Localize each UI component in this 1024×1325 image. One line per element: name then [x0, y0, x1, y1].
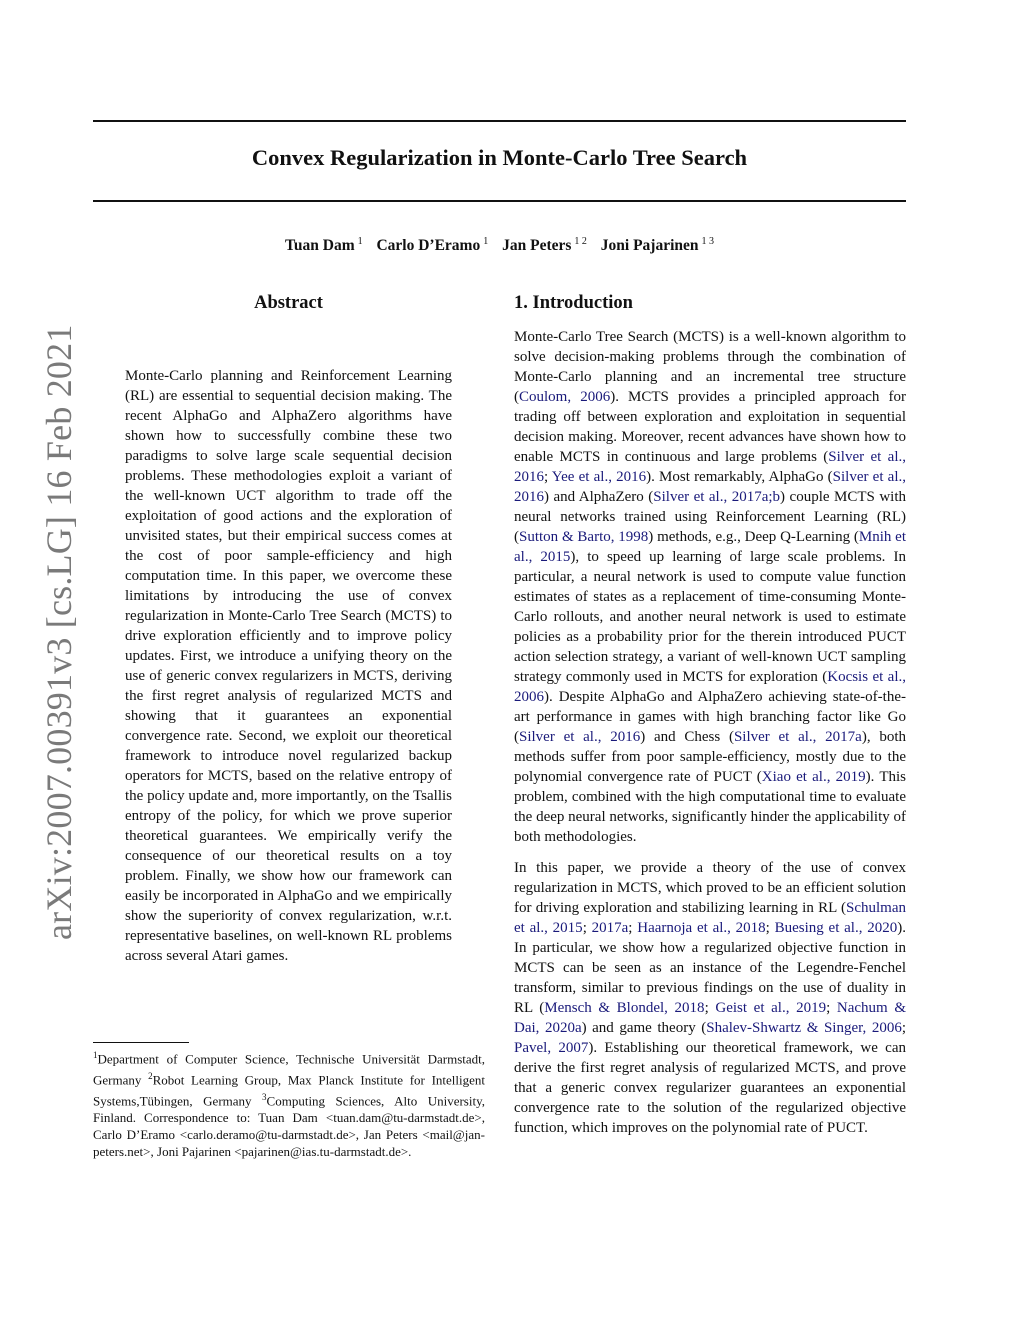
footnote-text: Robot Learning Group, Max Planck Institute for Intelligent Systems,Tübingen, Germany [93, 1072, 485, 1109]
arxiv-identifier: arXiv:2007.00391v3 [cs.LG] 16 Feb 2021 [39, 324, 79, 940]
body-text: ; [765, 920, 775, 936]
body-text: ) and Chess ( [640, 729, 734, 745]
author-list [93, 236, 906, 255]
body-text: ). Most remarkably, AlphaGo ( [646, 469, 833, 485]
body-text: ). Establishing our theoretical framework, we can derive the first regret analysis of regularized MCTS, and prove that a generic convex regularizer guarantees an exponential convergence rate to the solution of the regularized objective function, which improves on the polynomial rate of PUCT. [514, 1040, 906, 1136]
citation-link[interactable]: Shalev-Shwartz & Singer, 2006 [706, 1020, 902, 1036]
citation-link[interactable]: Sutton & Barto, 1998 [519, 529, 649, 545]
citation-link[interactable]: Pavel, 2007 [514, 1040, 589, 1056]
author-name: Tuan Dam [284, 237, 355, 255]
introduction-body [514, 327, 906, 1149]
body-text: In this paper, we provide a theory of the use of convex regularization in MCTS, which proved to be an efficient solution for driving exploration and stabilizing learning in RL ( [514, 860, 906, 916]
body-text: Monte-Carlo Tree Search (MCTS) is a well-known algorithm to solve decision-making problems through the combination of Monte-Carlo planning and an incremental tree structure ( [514, 329, 906, 405]
abstract-heading: Abstract [254, 293, 323, 313]
citation-link[interactable]: Silver et al., 2016 [514, 449, 907, 485]
paper-title: Convex Regularization in Monte-Carlo Tree Search [251, 145, 748, 170]
author-name: Carlo D’Eramo [376, 237, 481, 255]
author-affiliation: 1 [357, 236, 363, 247]
body-text: ) methods, e.g., Deep Q-Learning ( [648, 529, 859, 545]
citation-link[interactable]: Silver et al., 2017a;b [653, 489, 781, 505]
body-text: ). In particular, we show how a regularized objective function in MCTS can be seen as an instance of the Legendre-Fenchel transform, similar to previous findings on the use of duality in RL ( [514, 920, 906, 1016]
author [285, 237, 363, 254]
affiliation-footnote [93, 1047, 485, 1160]
author-name: Joni Pajarinen [600, 237, 699, 255]
citation-link[interactable]: Mnih et al., 2015 [514, 529, 906, 565]
body-text: ; [901, 1020, 906, 1036]
body-text: ), to speed up learning of large scale problems. In particular, a neural network is used to compute value function estimates of states as a replacement of time-consuming Monte-Carlo rollouts, and another neural network is used to estimate policies as a probability prior for the therein introduced PUCT action selection strategy, a variant of well-known UCT sampling strategy commonly used in MCTS for exploration ( [514, 549, 907, 685]
citation-link[interactable]: Nachum & Dai, 2020a [514, 1000, 907, 1036]
author [376, 237, 488, 254]
citation-link[interactable]: Silver et al., 2016 [519, 729, 641, 745]
body-text: ). Despite AlphaGo and AlphaZero achieving state-of-the-art performance in games with high branching factor like Go ( [514, 689, 906, 745]
body-text: ), both methods suffer from poor sample-efficiency, mostly due to the polynomial convergence rate of PUCT ( [514, 729, 906, 785]
abstract-text: Monte-Carlo planning and Reinforcement Learning (RL) are essential to sequential decision making. The recent AlphaGo and AlphaZero algorithms have shown how to successfully combine these two paradigms to solve large scale sequential decision problems. These methodologies exploit a variant of the well-known UCT algorithm to trade off the exploitation of good actions and the exploration of unvisited states, but their empirical success comes at the cost of poor sample-efficiency and high computation time. In this paper, we overcome these limitations by introducing the use of convex regularization in Monte-Carlo Tree Search (MCTS) to drive exploration efficiently and to improve policy updates. First, we introduce a unifying theory on the use of generic convex regularizers in MCTS, deriving the first regret analysis of regularized MCTS and showing that it guarantees an exponential convergence rate. Second, we exploit our theoretical framework to introduce novel regularized backup operators for MCTS, based on the relative entropy of the policy update and, more importantly, on the Tsallis entropy of the policy, for which we prove superior theoretical guarantees. We empirically verify the consequence of our theoretical results on a toy problem. Finally, we show how our framework can easily be incorporated in AlphaGo and we empirically show the superiority of convex regularization, w.r.t. representative baselines, on well-known RL problems across several Atari games. [125, 368, 452, 964]
citation-link[interactable]: Mensch & Blondel, 2018 [544, 1000, 705, 1016]
body-text: ; [544, 469, 552, 485]
citation-link[interactable]: Yee et al., 2016 [551, 469, 647, 485]
author-affiliation: 1 2 [574, 236, 587, 247]
body-text: ). This problem, combined with the high computational time to evaluate the deep neural networks, significantly hinder the applicability of both methodologies. [514, 769, 906, 845]
body-text: ; [826, 1000, 837, 1016]
introduction-paragraph [514, 327, 906, 847]
introduction-paragraph [514, 858, 906, 1138]
body-text: ) and game theory ( [581, 1020, 707, 1036]
introduction-heading: 1. Introduction [514, 293, 633, 313]
body-text: ) couple MCTS with neural networks trained using Reinforcement Learning (RL) ( [514, 489, 907, 545]
citation-link[interactable]: Geist et al., 2019 [715, 1000, 827, 1016]
body-text: ; [628, 920, 638, 936]
author-affiliation: 1 [483, 236, 489, 247]
citation-link[interactable]: Xiao et al., 2019 [761, 769, 866, 785]
author [502, 237, 587, 254]
citation-link[interactable]: Haarnoja et al., 2018 [637, 920, 766, 936]
author-name: Jan Peters [502, 237, 572, 255]
citation-link[interactable]: Schulman et al., 2015 [514, 900, 906, 936]
citation-link[interactable]: Coulom, 2006 [519, 389, 611, 405]
citation-link[interactable]: Buesing et al., 2020 [774, 920, 898, 936]
body-text: ; [704, 1000, 716, 1016]
footnote-text: Department of Computer Science, Technische Universität Darmstadt, Germany [93, 1051, 485, 1088]
title-top-rule [93, 120, 906, 122]
author [601, 237, 714, 254]
body-text: ) and AlphaZero ( [544, 489, 654, 505]
citation-link[interactable]: Silver et al., 2017a [733, 729, 862, 745]
author-affiliation: 1 3 [701, 236, 715, 247]
footnote-rule [93, 1042, 189, 1043]
body-text: ; [582, 920, 592, 936]
citation-link[interactable]: 2017a [591, 920, 629, 936]
footnote-marker: 3 [262, 1092, 267, 1103]
footnote-marker: 1 [93, 1050, 98, 1060]
citation-link[interactable]: Silver et al., 2016 [514, 469, 906, 505]
citation-link[interactable]: Kocsis et al., 2006 [514, 669, 907, 705]
footnote-text: Computing Sciences, Alto University, Finland. Correspondence to: Tuan Dam <tuan.dam@tu-darmstadt.de>, Carlo D’Eramo <carlo.deramo@tu-darmstadt.de>, Jan Peters <mail@jan-peters.net>, Joni Pajarinen <pajarinen@ias.tu-darmstadt.de>. [93, 1093, 485, 1159]
body-text: ). MCTS provides a principled approach for trading off between exploration and exploitation in sequential decision making. Moreover, recent advances have shown how to enable MCTS in continuous and large problems ( [514, 389, 906, 465]
footnote-marker: 2 [148, 1071, 153, 1082]
title-bottom-rule [93, 200, 906, 202]
